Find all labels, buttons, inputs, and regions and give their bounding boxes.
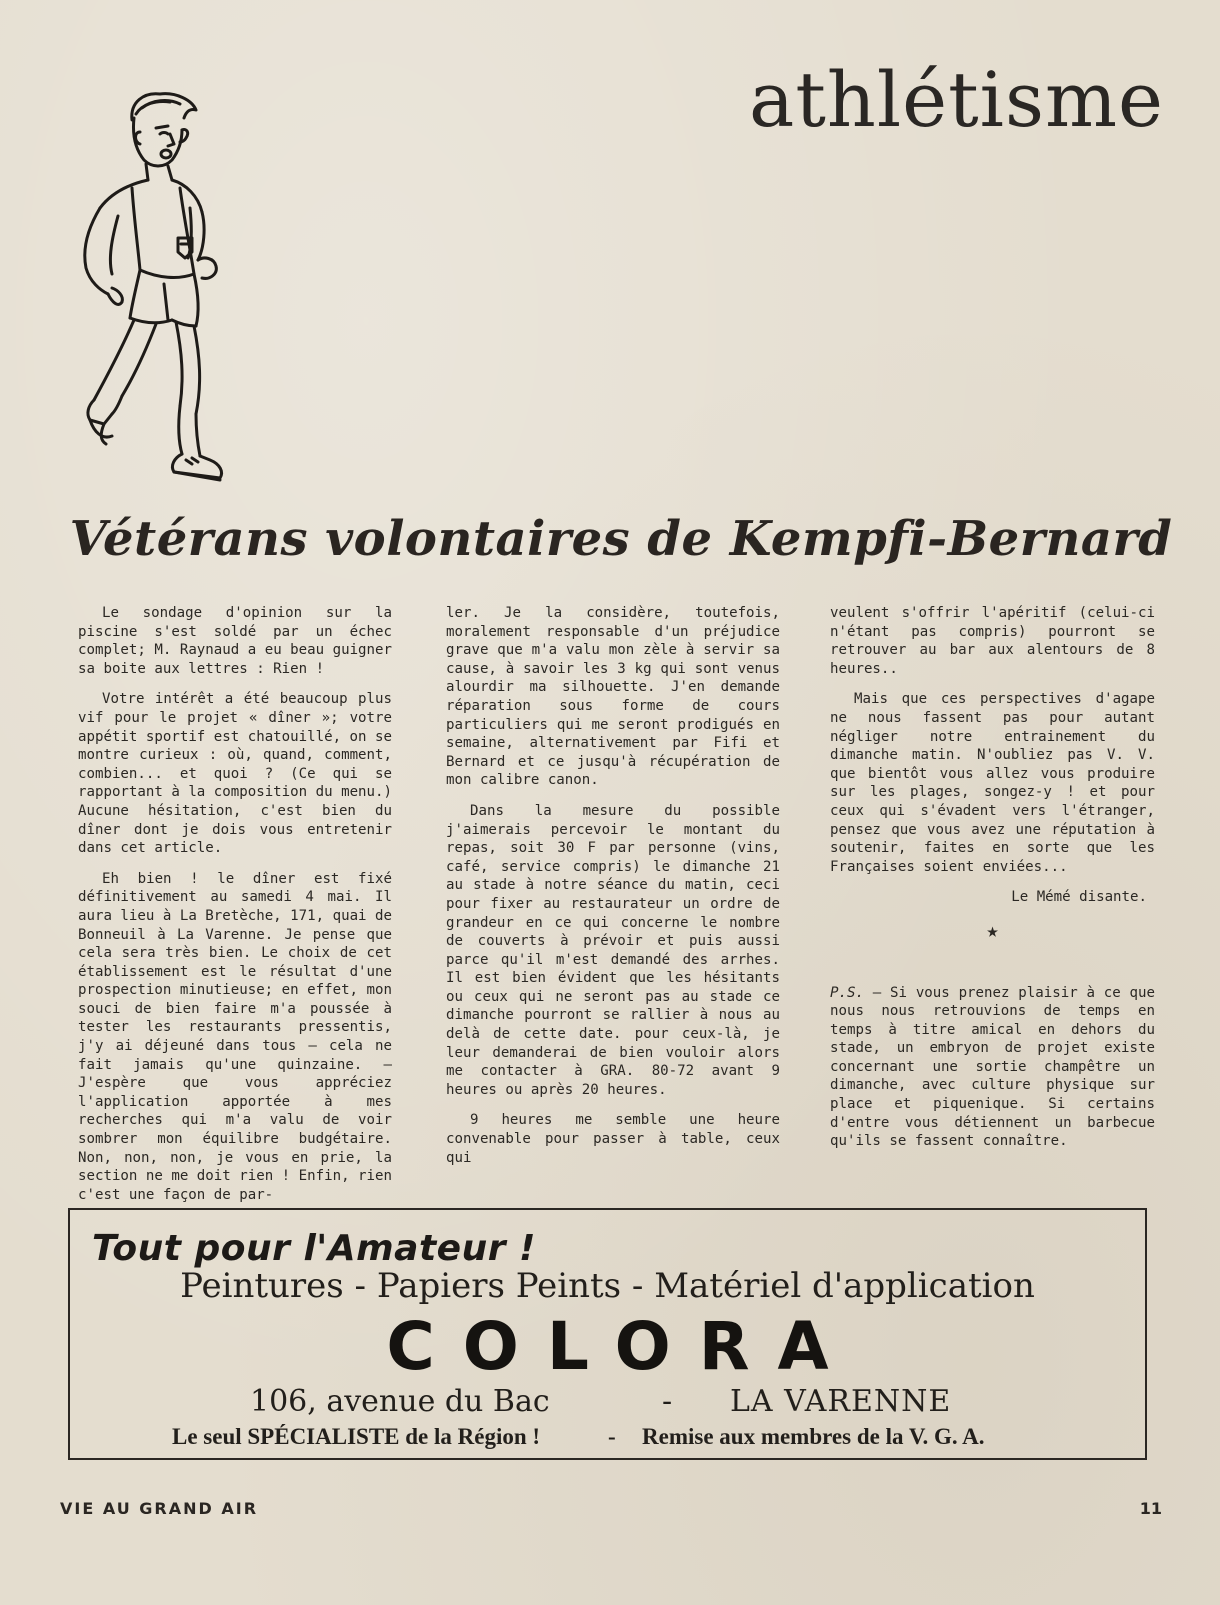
article-column-3: [830, 604, 1155, 1163]
article-paragraph: veulent s'offrir l'apéritif (celui-ci n'étant pas compris) pourront se retrouver au bar aux alentours de 8 heures..: [830, 605, 1155, 677]
article-paragraph: 9 heures me semble une heure convenable pour passer à table, ceux qui: [446, 1112, 780, 1166]
author-signature: Le Mémé disante.: [1011, 889, 1147, 906]
colora-advertisement: [68, 1208, 1147, 1460]
ad-separator: -: [662, 1384, 673, 1419]
article-column-2: [446, 604, 780, 1179]
postscript-text: — Si vous prenez plaisir à ce que nous nous retrouvions de temps en temps à titre amical en dehors du stade, un embryon de projet existe concernant une sortie champêtre un dimanche, avec culture physique sur place et piquenique. Si certains d'entre vous détiennent un barbecue qu'ils se fassent connaître.: [830, 984, 1155, 1150]
star-icon: ★: [986, 917, 999, 942]
article-body: [78, 604, 1155, 1203]
article-paragraph: Dans la mesure du possible j'aimerais percevoir le montant du repas, soit 30 F par personne (vins, café, service compris) le dimanche 21 au stade à notre séance du matin, ceci pour fixer au restaurateur un ordre de grandeur en ce qui concerne le nombre de couverts à prévoir et puis aussi parce qu'il m'est demandé des arrhes. Il est bien évident que les hésitants ou ceux qui ne seront pas au stade ce dimanche pourront se rallier à nous au delà de cette date. pour ceux-là, je leur demanderai de bien vouloir alors me contacter à GRA. 80-72 avant 9 heures ou après 20 heures.: [446, 802, 780, 1098]
postscript-label: P.S.: [830, 984, 864, 1001]
runner-illustration-icon: [60, 88, 230, 493]
section-title: athlétisme: [749, 55, 1164, 144]
postscript: [830, 984, 1155, 1151]
article-paragraph: Mais que ces perspectives d'agape ne nous fassent pas pour autant négliger notre entrainement du dimanche matin. N'oubliez pas V. V. que bientôt vous allez vous produire sur les plages, songez-y ! et pour ceux qui s'évadent vers l'étranger, pensez que vous avez une réputation à soutenir, faites en sorte que les Françaises soient enviées...: [830, 691, 1155, 875]
ad-brand: COLORA: [386, 1308, 857, 1385]
ad-city: LA VARENNE: [730, 1384, 952, 1419]
article-column-1: [78, 604, 392, 1216]
article-headline: Vétérans volontaires de Kempfi-Bernard: [69, 511, 1173, 567]
ad-tagline: Tout pour l'Amateur !: [92, 1228, 536, 1269]
publication-name: VIE AU GRAND AIR: [60, 1499, 259, 1518]
page-number: 11: [1139, 1499, 1162, 1518]
article-paragraph: Le sondage d'opinion sur la piscine s'est soldé par un échec complet; M. Raynaud a eu beau guigner sa boite aux lettres : Rien !: [78, 605, 392, 677]
ad-address: 106, avenue du Bac: [250, 1384, 550, 1419]
article-paragraph: Eh bien ! le dîner est fixé définitivement au samedi 4 mai. Il aura lieu à La Bretèche, 171, quai de Bonneuil à La Varenne. Je pense que cela sera très bien. Le choix de cet établissement est le résultat d'une prospection minutieuse; en effet, mon souci de bien faire m'a poussée à tester les restaurants pressentis, j'y ai déjeuné dans tous — cela ne fait jamais qu'une quinzaine. — J'espère que vous appréciez l'application apportée à mes recherches qui m'a valu de voir sombrer mon équilibre budgétaire. Non, non, non, je vous en prie, la section ne me doit rien ! Enfin, rien c'est une façon de par-: [78, 870, 392, 1203]
article-paragraph: ler. Je la considère, toutefois, moralement responsable d'un préjudice grave que m'a valu mon zèle à servir sa cause, à savoir les 3 kg qui sont venus alourdir ma silhouette. J'en demande réparation sous forme de cours particuliers qui me seront prodigués en semaine, alternativement par Fifi et Bernard et ce jusqu'à récupération de mon calibre canon.: [446, 605, 780, 789]
ad-offer: Remise aux membres de la V. G. A.: [642, 1424, 985, 1449]
ad-products: Peintures - Papiers Peints - Matériel d'application: [180, 1266, 1035, 1306]
ad-separator: -: [608, 1424, 616, 1449]
article-paragraph: Votre intérêt a été beaucoup plus vif pour le projet « dîner »; votre appétit sportif est chatouillé, on se montre curieux : où, quand, comment, combien... et quoi ? (Ce qui se rapportant à la composition du menu.) Aucune hésitation, c'est bien du dîner dont je dois vous entretenir dans cet article.: [78, 691, 392, 857]
ad-slogan: Le seul SPÉCIALISTE de la Région !: [172, 1424, 541, 1449]
